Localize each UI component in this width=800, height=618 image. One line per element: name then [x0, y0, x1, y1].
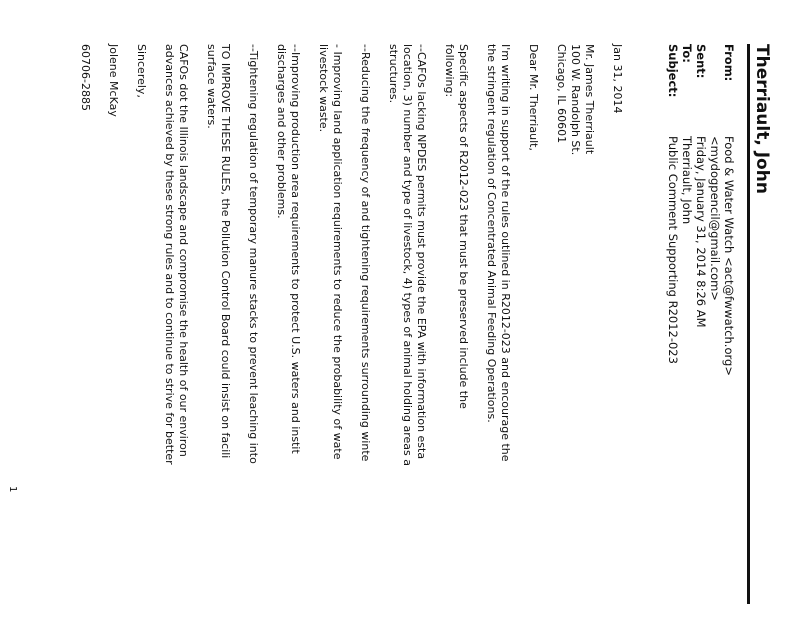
subject-label: Subject:	[666, 44, 680, 98]
paragraph-line: CAFOs dot the Illinois landscape and compromise the health of our environ	[177, 44, 190, 457]
from-label: From:	[722, 44, 736, 82]
list-item-line: structures.	[387, 44, 400, 104]
header-subject	[666, 44, 680, 364]
paragraph-line: TO IMPROVE THESE RULES, the Pollution Control Board could insist on facili	[219, 44, 232, 459]
list-item-line: --Tightening regulation of temporary manure stacks to prevent leaching into	[247, 44, 260, 464]
from-value-email: <mydogpencil@gmail.com>	[708, 136, 722, 301]
address-line: 100 W. Randolph St.	[569, 44, 582, 156]
paragraph-line: surface waters.	[205, 44, 218, 129]
list-item-line: --CAFOs lacking NPDES permits must provide the EPA with information esta	[415, 44, 428, 460]
address-line: Chicago, IL 60601	[555, 44, 568, 144]
letter-date: Jan 31, 2014	[611, 44, 624, 114]
signature: Jolene McKay	[107, 44, 120, 117]
paragraph-line: advances achieved by these strong rules and to continue to strive for better	[163, 44, 176, 465]
list-item-line: --Improving production area requirements to protect U.S. waters and instit	[289, 44, 302, 454]
page-number: 1	[7, 486, 18, 493]
list-item-line: livestock waste.	[317, 44, 330, 133]
subject-value: Public Comment Supporting R2012-023	[666, 136, 680, 364]
list-item-line: - Improving land application requirements to reduce the probability of wate	[331, 44, 344, 460]
paragraph-line: I'm writing in support of the rules outlined in R2012-023 and encourage the	[499, 44, 512, 462]
closing: Sincerely,	[135, 44, 148, 98]
paragraph-line: Specific aspects of R2012-023 that must be preserved include the	[457, 44, 470, 409]
from-value: Food & Water Watch <act@fwwatch.org>	[722, 136, 736, 376]
list-item-line: --Reducing the frequency of and tightening requirements surrounding winte	[359, 44, 372, 462]
salutation: Dear Mr. Therriault,	[527, 44, 540, 151]
sent-label: Sent:	[694, 44, 708, 79]
paragraph-line: following:	[443, 44, 456, 98]
sent-value: Friday, January 31, 2014 8:26 AM	[694, 136, 708, 328]
title-rule	[747, 44, 750, 604]
document-title: Therriault, John	[752, 44, 772, 194]
list-item-line: discharges and other problems.	[275, 44, 288, 219]
to-value: Therriault, John	[680, 136, 694, 225]
to-label: To:	[680, 44, 694, 63]
header-from	[708, 44, 736, 376]
zip-code: 60706-2885	[79, 44, 92, 111]
paragraph-line: the stringent regulation of Concentrated Animal Feeding Operations.	[485, 44, 498, 423]
list-item-line: location, 3) number and type of livestock, 4) types of animal holding areas a	[401, 44, 414, 466]
address-line: Mr. James Therriault	[583, 44, 596, 155]
header-to	[680, 44, 694, 224]
header-sent	[694, 44, 708, 328]
